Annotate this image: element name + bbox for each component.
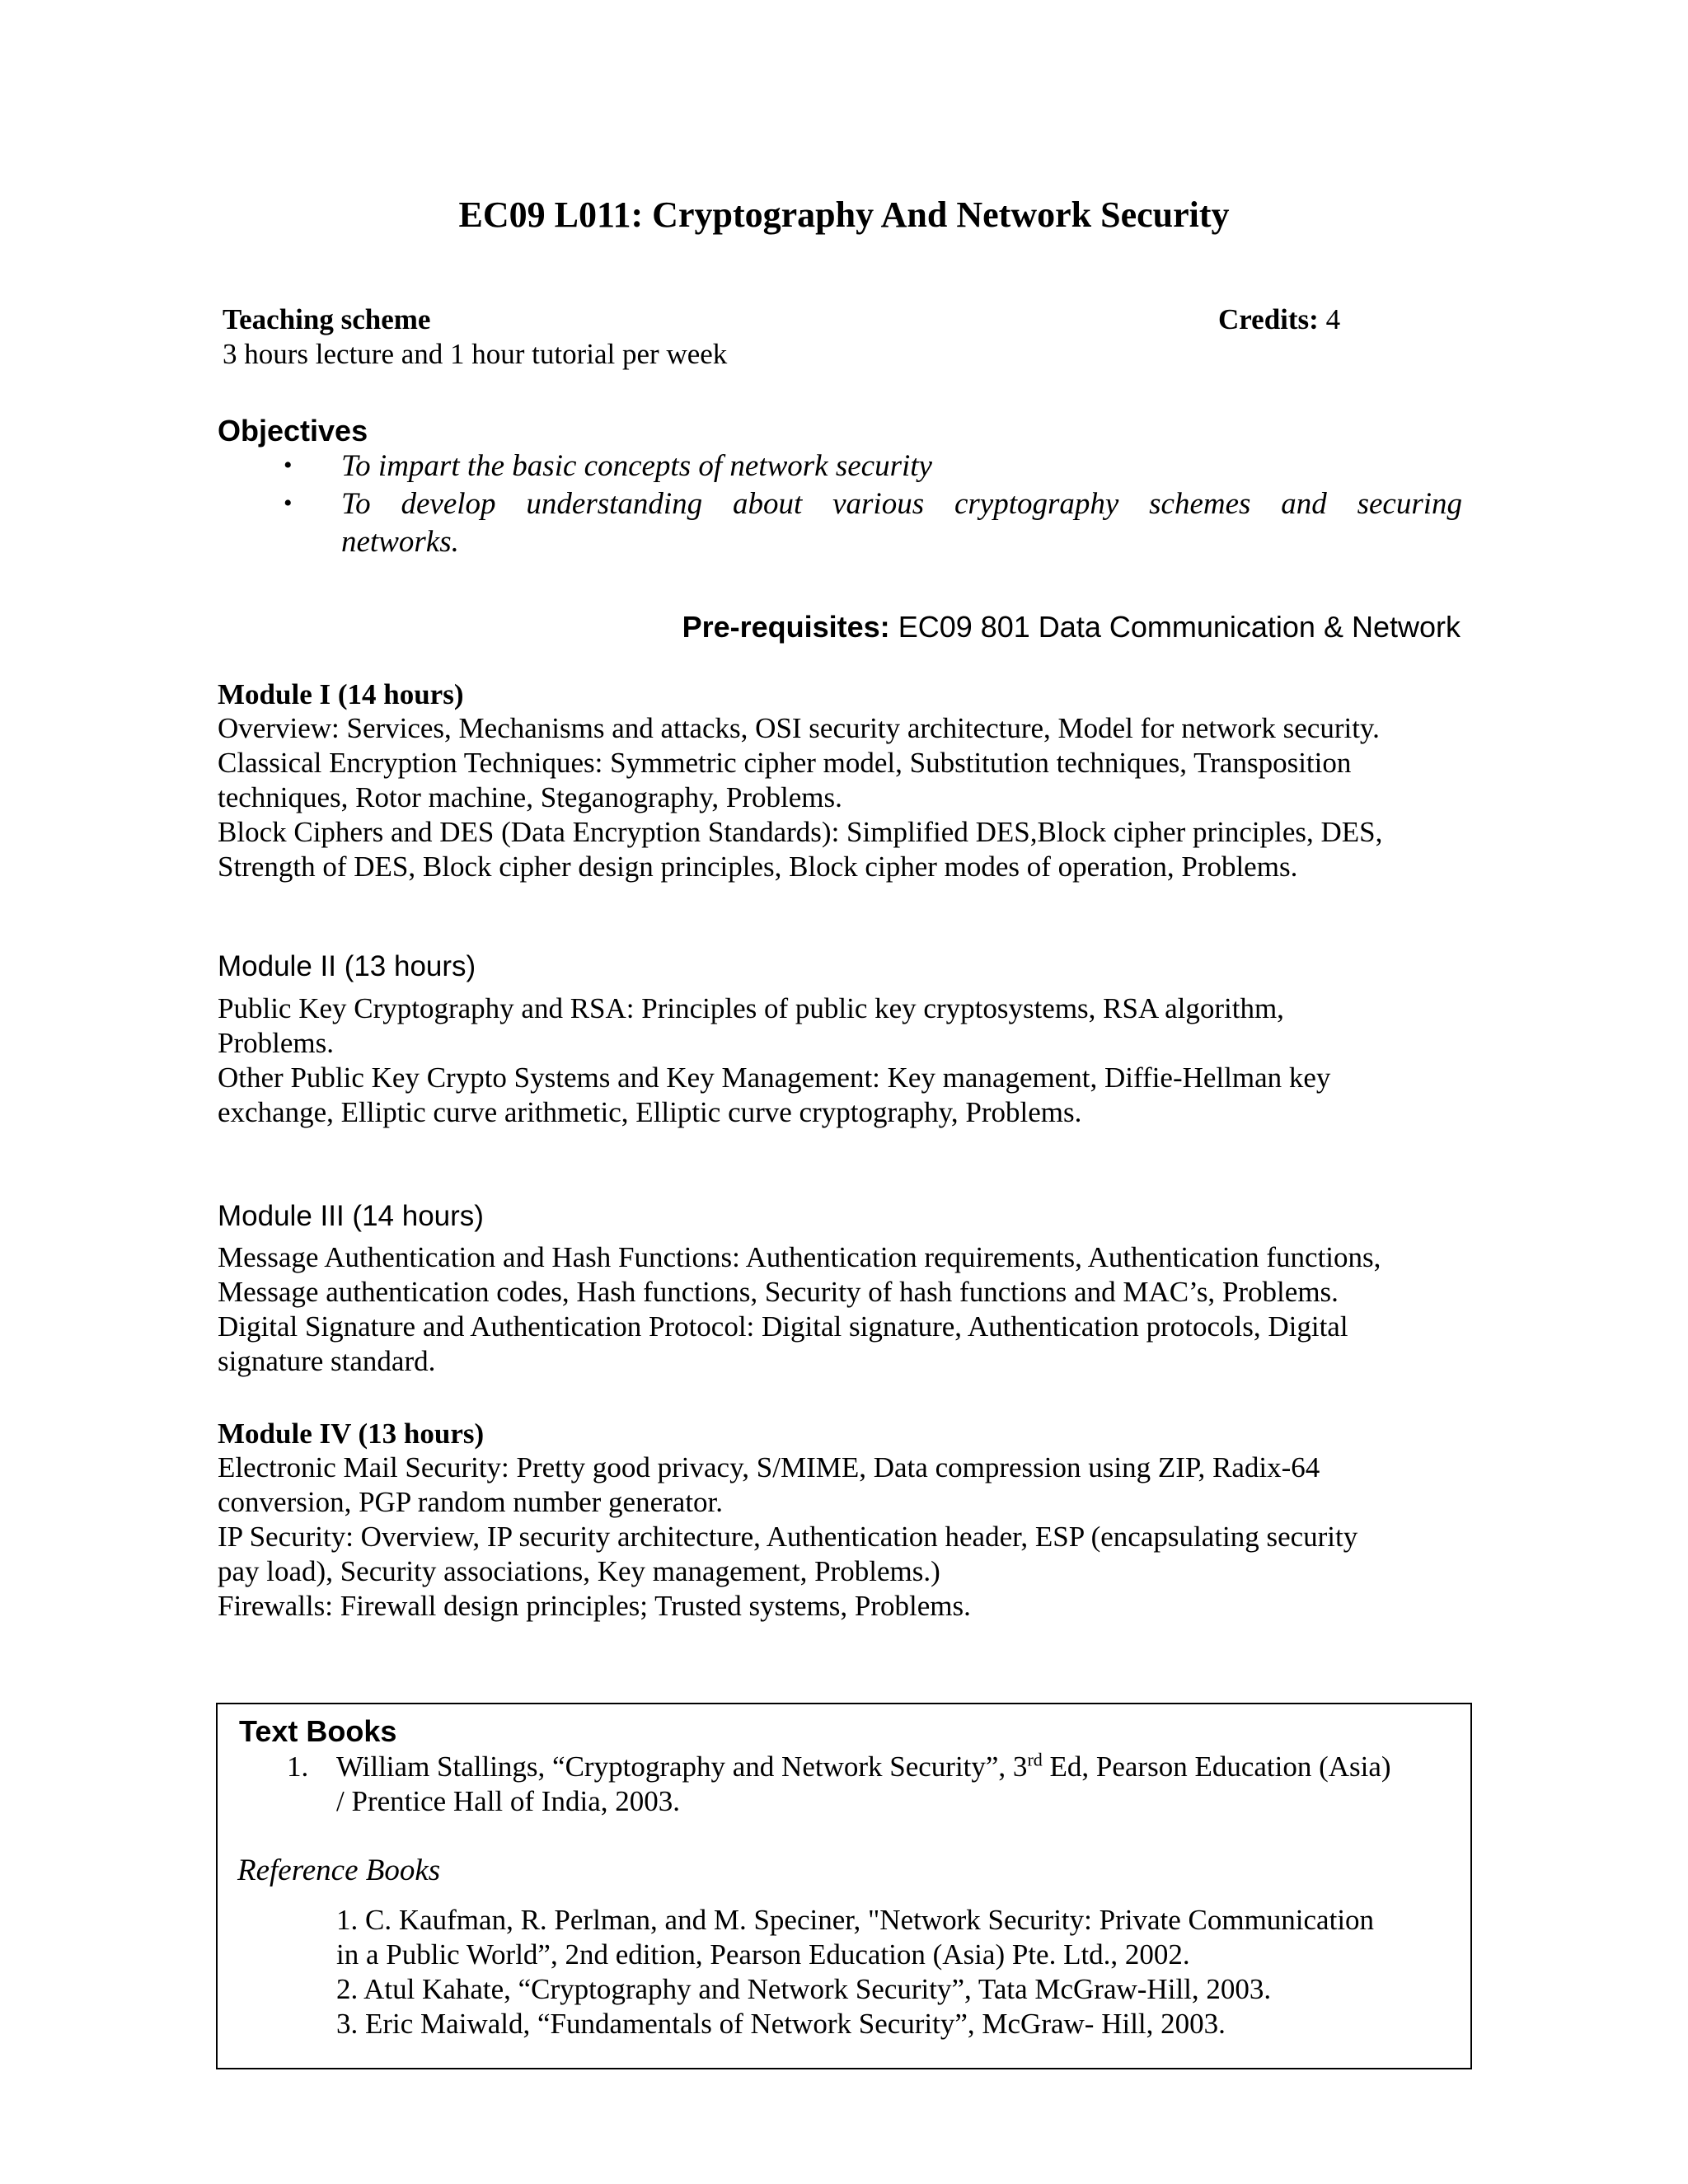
module-4-line: pay load), Security associations, Key management, Problems.) — [218, 1555, 940, 1587]
reference-book-line: 1. C. Kaufman, R. Perlman, and M. Speciner, "Network Security: Private Communication — [336, 1904, 1375, 1936]
reference-book-line: 2. Atul Kahate, “Cryptography and Network Security”, Tata McGraw-Hill, 2003. — [336, 1973, 1272, 2005]
text-book-number: 1. — [287, 1750, 309, 1783]
module-2-body — [218, 991, 1330, 1130]
prerequisites-value: EC09 801 Data Communication & Network — [898, 610, 1461, 644]
module-1-line: Strength of DES, Block cipher design principles, Block cipher modes of operation, Problems. — [218, 851, 1298, 883]
module-3-body — [218, 1240, 1381, 1379]
module-4-line: conversion, PGP random number generator. — [218, 1486, 724, 1518]
prerequisites-label: Pre-requisites: — [682, 610, 890, 644]
text-book-line-1-start: William Stallings, “Cryptography and Network Security”, 3 — [336, 1750, 1028, 1783]
module-4-line: Firewalls: Firewall design principles; Trusted systems, Problems. — [218, 1590, 971, 1622]
module-3-line: Digital Signature and Authentication Protocol: Digital signature, Authentication protocols, Digital — [218, 1310, 1348, 1343]
page-title: EC09 L011: Cryptography And Network Security — [458, 194, 1230, 235]
module-2-line: exchange, Elliptic curve arithmetic, Elliptic curve cryptography, Problems. — [218, 1096, 1082, 1128]
module-1-body — [218, 711, 1382, 884]
objective-item-1: To impart the basic concepts of network security — [341, 449, 932, 483]
module-1-line: techniques, Rotor machine, Steganography, Problems. — [218, 781, 842, 813]
objective-item-2-continued: networks. — [341, 525, 459, 559]
teaching-scheme-description: 3 hours lecture and 1 hour tutorial per week — [223, 338, 728, 370]
text-books-heading: Text Books — [239, 1714, 397, 1748]
teaching-scheme-label: Teaching scheme — [223, 303, 431, 335]
module-2-heading: Module II (13 hours) — [218, 950, 476, 982]
credits — [1218, 303, 1340, 336]
credits-value: 4 — [1325, 303, 1341, 335]
objective-item-2: To develop understanding about various cryptography schemes and securing — [341, 487, 1462, 521]
credits-label: Credits: — [1218, 303, 1319, 335]
module-3-line: Message Authentication and Hash Functions: Authentication requirements, Authentication functions, — [218, 1241, 1381, 1273]
module-3-heading: Module III (14 hours) — [218, 1200, 484, 1232]
module-2-line: Other Public Key Crypto Systems and Key Management: Key management, Diffie-Hellman key — [218, 1062, 1331, 1094]
bullet-icon: • — [284, 490, 293, 517]
module-1-line: Block Ciphers and DES (Data Encryption Standards): Simplified DES,Block cipher principles, DES, — [218, 816, 1383, 848]
module-4-line: IP Security: Overview, IP security architecture, Authentication header, ESP (encapsulating security — [218, 1521, 1358, 1553]
module-4-heading: Module IV (13 hours) — [218, 1418, 485, 1450]
module-3-line: signature standard. — [218, 1345, 436, 1377]
objectives-heading: Objectives — [218, 414, 368, 448]
text-book-line-1 — [336, 1750, 1391, 1783]
module-2-line: Problems. — [218, 1027, 334, 1059]
text-book-line-2: / Prentice Hall of India, 2003. — [336, 1785, 680, 1817]
module-3-line: Message authentication codes, Hash functions, Security of hash functions and MAC’s, Problems. — [218, 1276, 1339, 1308]
module-4-line: Electronic Mail Security: Pretty good privacy, S/MIME, Data compression using ZIP, Radix-64 — [218, 1451, 1320, 1483]
bullet-icon: • — [284, 452, 293, 479]
module-2-line: Public Key Cryptography and RSA: Principles of public key cryptosystems, RSA algorithm, — [218, 992, 1284, 1024]
reference-book-line: in a Public World”, 2nd edition, Pearson Education (Asia) Pte. Ltd., 2002. — [336, 1938, 1190, 1971]
module-1-line: Classical Encryption Techniques: Symmetric cipher model, Substitution techniques, Transposition — [218, 747, 1352, 779]
reference-books-heading: Reference Books — [237, 1854, 441, 1887]
module-1-heading: Module I (14 hours) — [218, 678, 464, 710]
module-1-line: Overview: Services, Mechanisms and attacks, OSI security architecture, Model for network security. — [218, 712, 1380, 744]
module-4-body — [218, 1451, 1357, 1624]
reference-book-line: 3. Eric Maiwald, “Fundamentals of Network Security”, McGraw- Hill, 2003. — [336, 2008, 1226, 2040]
text-book-edition-superscript: rd — [1027, 1749, 1043, 1770]
prerequisites — [682, 610, 1461, 644]
text-book-line-1-end: Ed, Pearson Education (Asia) — [1042, 1750, 1391, 1783]
